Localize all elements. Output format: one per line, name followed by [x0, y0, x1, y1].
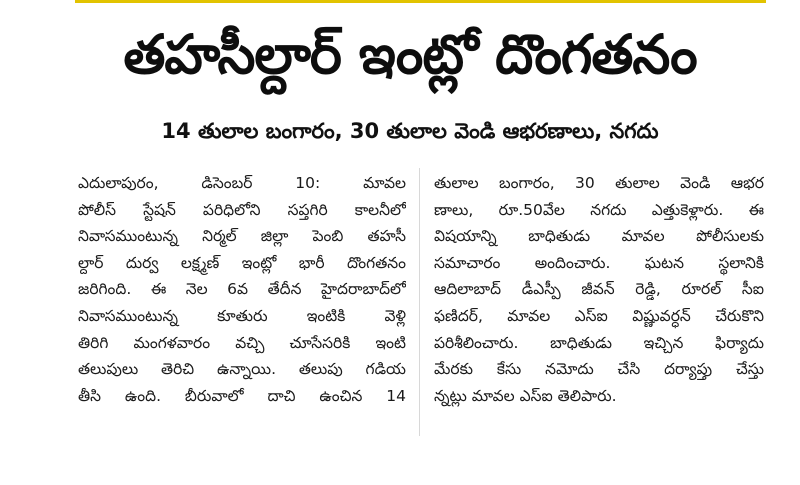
top-accent-rule [75, 0, 766, 3]
body-line: సమాచారం అందించారు. ఘటన స్థలానికి [434, 253, 764, 272]
body-line: పోలీస్ స్టేషన్ పరిధిలోని సప్తగిరి కాలనీలో [78, 200, 406, 219]
body-line: నివాసముంటున్న కూతురు ఇంటికి వెళ్లి [78, 306, 406, 325]
body-line: ఎదులాపురం, డిసెంబర్ 10: మావల [78, 174, 406, 192]
article-subheadline: 14 తులాల బంగారం, 30 తులాల వెండి ఆభరణాలు, నగదు [161, 119, 659, 143]
body-line: న్నట్లు మావల ఎస్ఐ తెలిపారు. [434, 386, 617, 405]
body-line: తిరిగి మంగళవారం వచ్చి చూసేసరికి ఇంటి [78, 333, 406, 352]
body-line: ల్దార్ దుర్వ లక్ష్మణ్ ఇంట్లో భారీ దొంగతనం [78, 253, 406, 272]
body-line: తీసి ఉంది. బీరువాలో దాచి ఉంచిన 14 [78, 386, 406, 405]
body-line: తులాల బంగారం, 30 తులాల వెండి ఆభర [434, 174, 764, 192]
body-line: తలుపులు తెరిచి ఉన్నాయి. తలుపు గడియ [78, 360, 406, 379]
body-line: ణాలు, రూ.50వేల నగదు ఎత్తుకెళ్లారు. ఈ [434, 200, 764, 219]
article-body-left-column [78, 170, 406, 409]
column-divider [419, 168, 420, 436]
next-article-headline-cropped [80, 456, 760, 485]
body-line: ఫణిదర్, మావల ఎస్ఐ విష్ణువర్ధన్ చేరుకొని [434, 306, 764, 325]
body-line: ఆదిలాబాద్ డీఎస్పీ జీవన్ రెడ్డి, రూరల్ సీఐ [434, 280, 764, 299]
body-line: విషయాన్ని బాధితుడు మావల పోలీసులకు [434, 227, 764, 246]
article-body-right-column [434, 170, 764, 409]
body-line: పరిశీలించారు. బాధితుడు ఇచ్చిన ఫిర్యాదు [434, 333, 764, 352]
body-line: జరిగింది. ఈ నెల 6వ తేదీన హైదరాబాద్‌లో [78, 280, 406, 299]
body-line: మేరకు కేసు నమోదు చేసి దర్యాప్తు చేస్తు [434, 360, 764, 379]
article-headline: తహసీల్దార్ ఇంట్లో దొంగతనం [123, 23, 697, 86]
body-line: నివాసముంటున్న నిర్మల్ జిల్లా పెంబి తహసీ [78, 227, 406, 246]
